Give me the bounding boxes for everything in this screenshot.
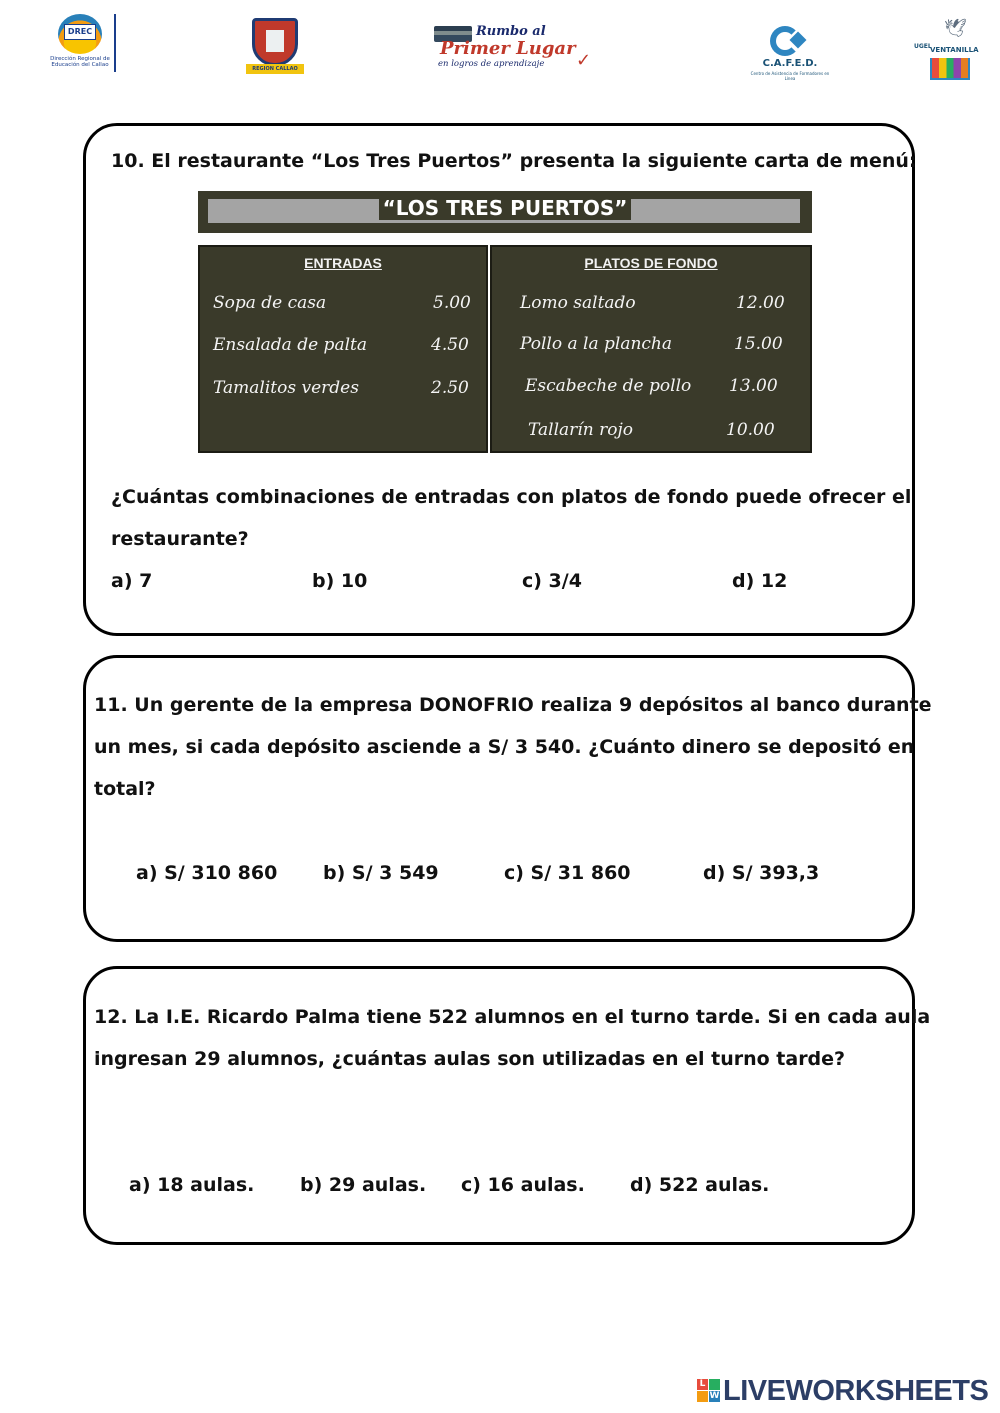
cafed-logo [748, 26, 832, 81]
q11-option-a[interactable]: a) S/ 310 860 [136, 862, 278, 884]
q11-option-d[interactable]: d) S/ 393,3 [703, 862, 820, 884]
fondo-name: Lomo saltado [520, 293, 636, 313]
rumbo-primer-lugar-logo [434, 24, 598, 72]
castle-icon [266, 30, 284, 52]
entradas-board [198, 245, 488, 453]
q11-line1: 11. Un gerente de la empresa DONOFRIO realiza 9 depósitos al banco durante [94, 694, 932, 716]
q11-line3: total? [94, 778, 156, 800]
liveworksheets-mark-icon [697, 1379, 721, 1403]
q10-option-c[interactable]: c) 3/4 [522, 570, 582, 592]
q10-number: 10. [111, 150, 145, 172]
book-icon [930, 58, 970, 80]
q10-question-line2: restaurante? [111, 528, 249, 550]
fondo-price: 10.00 [726, 420, 775, 440]
entradas-header: ENTRADAS [304, 255, 382, 271]
ugel-ventanilla-logo [914, 18, 986, 84]
q12-line2: ingresan 29 alumnos, ¿cuántas aulas son utilizadas en el turno tarde? [94, 1048, 846, 1070]
q11-option-c[interactable]: c) S/ 31 860 [504, 862, 631, 884]
q10-option-d[interactable]: d) 12 [732, 570, 788, 592]
q11-option-b[interactable]: b) S/ 3 549 [323, 862, 439, 884]
mark-block [709, 1379, 720, 1390]
menu-title-banner [198, 191, 812, 233]
entrada-name: Tamalitos verdes [213, 378, 359, 398]
drec-tag: DREC [64, 24, 96, 40]
entrada-price: 4.50 [431, 335, 469, 355]
entrada-price: 2.50 [431, 378, 469, 398]
fondo-name: Pollo a la plancha [520, 334, 673, 354]
bird-icon: 🕊 [944, 18, 967, 39]
cafed-sub: Centro de Asistencia de Formadores en Línea [750, 71, 830, 81]
callao-band: REGION CALLAO [246, 64, 304, 74]
ugel-side: UGEL [914, 43, 932, 50]
q12-option-d[interactable]: d) 522 aulas. [630, 1174, 770, 1196]
mark-block [697, 1391, 708, 1402]
q12-option-b[interactable]: b) 29 aulas. [300, 1174, 427, 1196]
fondo-price: 13.00 [729, 376, 778, 396]
q12-option-a[interactable]: a) 18 aulas. [129, 1174, 255, 1196]
q12-line1: 12. La I.E. Ricardo Palma tiene 522 alumnos en el turno tarde. Si en cada aula [94, 1006, 931, 1028]
q10-option-b[interactable]: b) 10 [312, 570, 368, 592]
drec-divider [114, 14, 116, 72]
rumbo-line2: Primer Lugar [440, 38, 576, 59]
rumbo-line1: Rumbo al [476, 24, 546, 39]
region-callao-logo [246, 18, 304, 76]
menu-title: “LOS TRES PUERTOS” [379, 196, 632, 220]
checkmark-icon: ✓ [576, 50, 592, 71]
q10-question-line1: ¿Cuántas combinaciones de entradas con platos de fondo puede ofrecer el [111, 486, 912, 508]
entrada-name: Ensalada de palta [213, 335, 367, 355]
q11-line2: un mes, si cada depósito asciende a S/ 3 540. ¿Cuánto dinero se depositó en [94, 736, 915, 758]
q12-option-c[interactable]: c) 16 aulas. [461, 1174, 585, 1196]
fondo-price: 15.00 [734, 334, 783, 354]
liveworksheets-wordmark: LIVEWORKSHEETS [723, 1375, 989, 1407]
mark-letter: W [709, 1391, 720, 1401]
fondo-header: PLATOS DE FONDO [584, 255, 718, 271]
mark-letter: L [697, 1379, 708, 1390]
drec-logo [44, 14, 116, 74]
entrada-price: 5.00 [433, 293, 471, 313]
ugel-name: VENTANILLA [930, 46, 979, 54]
q10-option-a[interactable]: a) 7 [111, 570, 153, 592]
rumbo-line3: en logros de aprendizaje [438, 59, 545, 69]
q10-text: El restaurante “Los Tres Puertos” presenta la siguiente carta de menú: [151, 150, 917, 172]
fondo-price: 12.00 [736, 293, 785, 313]
platos-de-fondo-board [490, 245, 812, 453]
fondo-name: Escabeche de pollo [525, 376, 692, 396]
entrada-name: Sopa de casa [213, 293, 327, 313]
drec-caption: Dirección Regional de Educación del Callao [50, 56, 110, 68]
q10-prompt [111, 150, 917, 172]
cafed-name: C.A.F.E.D. [762, 58, 818, 69]
fondo-name: Tallarín rojo [528, 420, 633, 440]
